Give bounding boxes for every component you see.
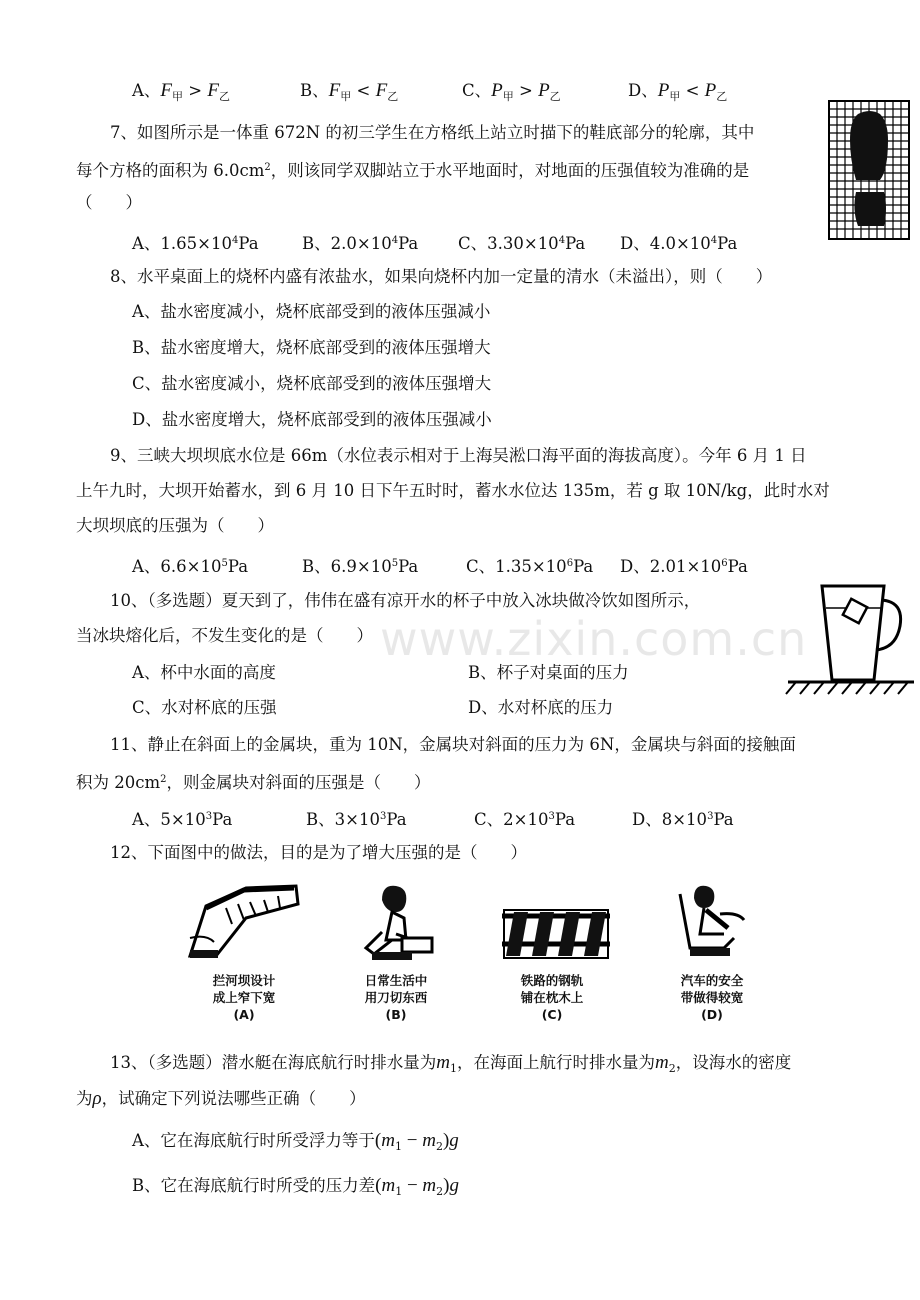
q7-option-d: D、$4.0\times 10^4Pa$: [620, 234, 738, 253]
knife-cutting-illustration: [352, 878, 442, 964]
q10-stem-line1: 10、（多选题）夏天到了，伟伟在盛有凉开水的杯子中放入冰块做冷饮如图所示，: [110, 591, 701, 610]
q8-option-c: C、盐水密度减小，烧杯底部受到的液体压强增大: [132, 374, 492, 393]
q9-option-d: D、$2.01\times 10^6Pa$: [620, 557, 748, 576]
q12-caption-b: 日常生活中 用刀切东西 (B): [364, 973, 428, 1022]
q6-option-a: A、$F_甲 > F_乙$: [132, 80, 230, 103]
dam-illustration: [186, 878, 302, 964]
q12-stem: 12、下面图中的做法，目的是为了增大压强的是（ ）: [110, 843, 527, 862]
q10-option-c: C、水对杯底的压强: [132, 698, 277, 717]
q9-option-c: C、$1.35\times 10^6Pa$: [466, 557, 594, 576]
q10-option-a: A、杯中水面的高度: [132, 663, 276, 682]
q8-option-a: A、盐水密度减小，烧杯底部受到的液体压强减小: [132, 302, 491, 321]
q6-option-d: D、$P_甲 < P_乙$: [628, 80, 728, 103]
cup-with-ice-figure: [782, 578, 916, 696]
railway-sleepers-illustration: [500, 904, 612, 962]
q9-stem-line2: 上午九时，大坝开始蓄水，到 6 月 10 日下午五时时，蓄水水位达 135m，若 g 取 10N/kg，此时水对: [76, 481, 830, 500]
q6-option-c: C、$P_甲 > P_乙$: [462, 80, 561, 103]
q10-stem-line2: 当冰块熔化后，不发生变化的是（ ）: [76, 626, 373, 645]
q7-option-c: C、$3.30\times 10^4Pa$: [458, 234, 586, 253]
q11-stem-line2: 积为 $20cm^2$，则金属块对斜面的压强是（ ）: [76, 773, 431, 792]
q8-option-d: D、盐水密度增大，烧杯底部受到的液体压强减小: [132, 410, 492, 429]
seat-belt-illustration: [664, 878, 756, 964]
q7-option-b: B、$2.0\times 10^4Pa$: [302, 234, 419, 253]
q9-stem-line1: 9、三峡大坝坝底水位是 66m（水位表示相对于上海吴淞口海平面的海拔高度）。今年 6 月 1 日: [110, 446, 807, 465]
q12-caption-d: 汽车的安全 带做得较宽 (D): [680, 973, 744, 1022]
q7-answer-bracket: （ ）: [76, 193, 142, 212]
q10-option-d: D、水对杯底的压力: [468, 698, 614, 717]
q13-option-a: A、它在海底航行时所受浮力等于$(m_1 - m_2)g$: [132, 1130, 459, 1153]
q10-option-b: B、杯子对桌面的压力: [468, 663, 629, 682]
q9-option-b: B、$6.9\times 10^5Pa$: [302, 557, 419, 576]
q13-option-b: B、它在海底航行时所受的压力差$(m_1 - m_2)g$: [132, 1175, 459, 1198]
q12-caption-a: 拦河坝设计 成上窄下宽 (A): [212, 973, 276, 1022]
q11-option-c: C、$2\times 10^3Pa$: [474, 810, 576, 829]
q8-option-b: B、盐水密度增大，烧杯底部受到的液体压强增大: [132, 338, 491, 357]
q13-stem-line2: 为ρ，试确定下列说法哪些正确（ ）: [76, 1088, 366, 1109]
q12-caption-c: 铁路的钢轨 铺在枕木上 (C): [520, 973, 584, 1022]
watermark: www.zixin.com.cn: [380, 612, 808, 666]
q11-stem-line1: 11、静止在斜面上的金属块，重为 10N，金属块对斜面的压力为 6N，金属块与斜面的接触面: [110, 735, 796, 754]
q7-stem-line1: 7、如图所示是一体重 672N 的初三学生在方格纸上站立时描下的鞋底部分的轮廓，其中: [110, 123, 755, 142]
q7-stem-line2: 每个方格的面积为 $6.0cm^2$，则该同学双脚站立于水平地面时，对地面的压强值较为准确的是: [76, 161, 750, 180]
q7-option-a: A、$1.65\times 10^4Pa$: [132, 234, 259, 253]
q11-option-d: D、$8\times 10^3Pa$: [632, 810, 734, 829]
q6-option-b: B、$F_甲 < F_乙$: [300, 80, 399, 103]
q9-stem-line3: 大坝坝底的压强为（ ）: [76, 516, 274, 535]
shoe-print-grid-figure: [828, 100, 910, 240]
q11-option-b: B、$3\times 10^3Pa$: [306, 810, 407, 829]
q11-option-a: A、$5\times 10^3Pa$: [132, 810, 233, 829]
q13-stem-line1: 13、（多选题）潜水艇在海底航行时排水量为$m_1$，在海面上航行时排水量为$m_2$，设海水的密度: [110, 1052, 792, 1075]
q9-option-a: A、$6.6\times 10^5Pa$: [132, 557, 249, 576]
q8-stem: 8、水平桌面上的烧杯内盛有浓盐水，如果向烧杯内加一定量的清水（未溢出），则（ ）: [110, 267, 773, 286]
